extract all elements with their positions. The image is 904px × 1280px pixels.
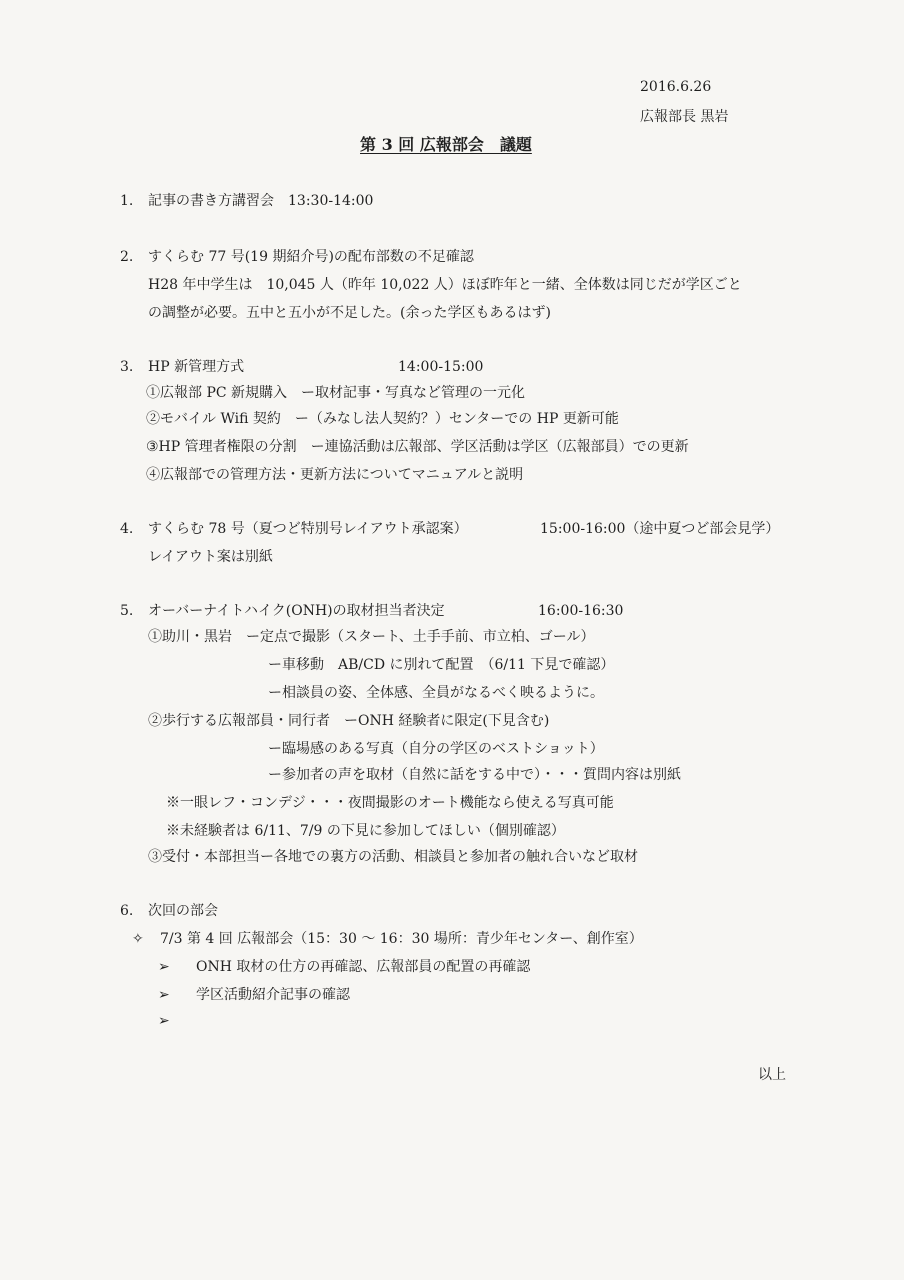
item-4-number: 4. xyxy=(120,521,134,537)
item-6-text: 次回の部会 xyxy=(148,903,218,919)
item-3-time: 14:00-15:00 xyxy=(398,359,484,375)
item-2-text: すくらむ 77 号(19 期紹介号)の配布部数の不足確認 xyxy=(148,249,474,265)
diamond-bullet-icon: ✧ xyxy=(132,931,144,947)
item-4-line: レイアウト案は別紙 xyxy=(148,549,273,565)
item-5-note: ※一眼レフ・コンデジ・・・夜間撮影のオート機能なら使える写真可能 xyxy=(166,795,614,811)
item-5-number: 5. xyxy=(120,603,134,619)
item-3-text: HP 新管理方式 xyxy=(148,359,245,375)
next-subitem: 学区活動紹介記事の確認 xyxy=(196,987,350,1003)
closing-text: 以上 xyxy=(758,1067,786,1083)
arrow-bullet-icon: ➢ xyxy=(158,987,170,1003)
item-5-line: ②歩行する広報部員・同行者 ーONH 経験者に限定(下見含む) xyxy=(148,713,550,729)
item-5-line: ー車移動 AB/CD に別れて配置 （6/11 下見で確認） xyxy=(268,657,615,673)
item-2-line: H28 年中学生は 10,045 人（昨年 10,022 人）ほぼ昨年と一緒、全体数は同じだが学区ごと xyxy=(148,277,742,293)
document-date: 2016.6.26 xyxy=(640,79,712,95)
item-3-number: 3. xyxy=(120,359,134,375)
item-5-line: ①助川・黒岩 ー定点で撮影（スタート、土手手前、市立柏、ゴール） xyxy=(148,629,595,645)
document-title: 第 3 回 広報部会 議題 xyxy=(360,135,532,154)
item-4-time: 15:00-16:00（途中夏つど部会見学） xyxy=(540,521,780,537)
item-4-text: すくらむ 78 号（夏つど特別号レイアウト承認案） xyxy=(148,521,468,537)
item-1-text: 記事の書き方講習会 13:30-14:00 xyxy=(148,193,374,209)
item-5-line: ー臨場感のある写真（自分の学区のベストショット） xyxy=(268,741,604,757)
item-3-line: ②モバイル Wifi 契約 ー（みなし法人契約？）センターでの HP 更新可能 xyxy=(146,411,619,427)
item-3-line: ①広報部 PC 新規購入 ー取材記事・写真など管理の一元化 xyxy=(146,385,526,401)
arrow-bullet-icon: ➢ xyxy=(158,959,170,975)
item-5-time: 16:00-16:30 xyxy=(538,603,624,619)
document-author: 広報部長 黒岩 xyxy=(640,109,729,125)
arrow-bullet-icon: ➢ xyxy=(158,1013,170,1029)
item-3-line: ④広報部での管理方法・更新方法についてマニュアルと説明 xyxy=(146,467,524,483)
item-6-number: 6. xyxy=(120,903,134,919)
item-1-number: 1. xyxy=(120,193,134,209)
item-5-note: ※未経験者は 6/11、7/9 の下見に参加してほしい（個別確認） xyxy=(166,823,565,839)
item-5-line: ー相談員の姿、全体感、全員がなるべく映るように。 xyxy=(268,685,604,701)
item-2-number: 2. xyxy=(120,249,134,265)
item-3-line: ③HP 管理者権限の分割 ー連協活動は広報部、学区活動は学区（広報部員）での更新 xyxy=(146,439,689,455)
next-meeting-text: 7/3 第 4 回 広報部会（15：30 ～ 16：30 場所：青少年センター、創作室） xyxy=(160,931,643,947)
item-5-line: ー参加者の声を取材（自然に話をする中で）・・・質問内容は別紙 xyxy=(268,767,681,783)
item-5-text: オーバーナイトハイク(ONH)の取材担当者決定 xyxy=(148,603,445,619)
next-subitem: ONH 取材の仕方の再確認、広報部員の配置の再確認 xyxy=(196,959,531,975)
item-5-line: ③受付・本部担当ー各地での裏方の活動、相談員と参加者の触れ合いなど取材 xyxy=(148,849,638,865)
item-2-line: の調整が必要。五中と五小が不足した。(余った学区もあるはず) xyxy=(148,305,551,321)
